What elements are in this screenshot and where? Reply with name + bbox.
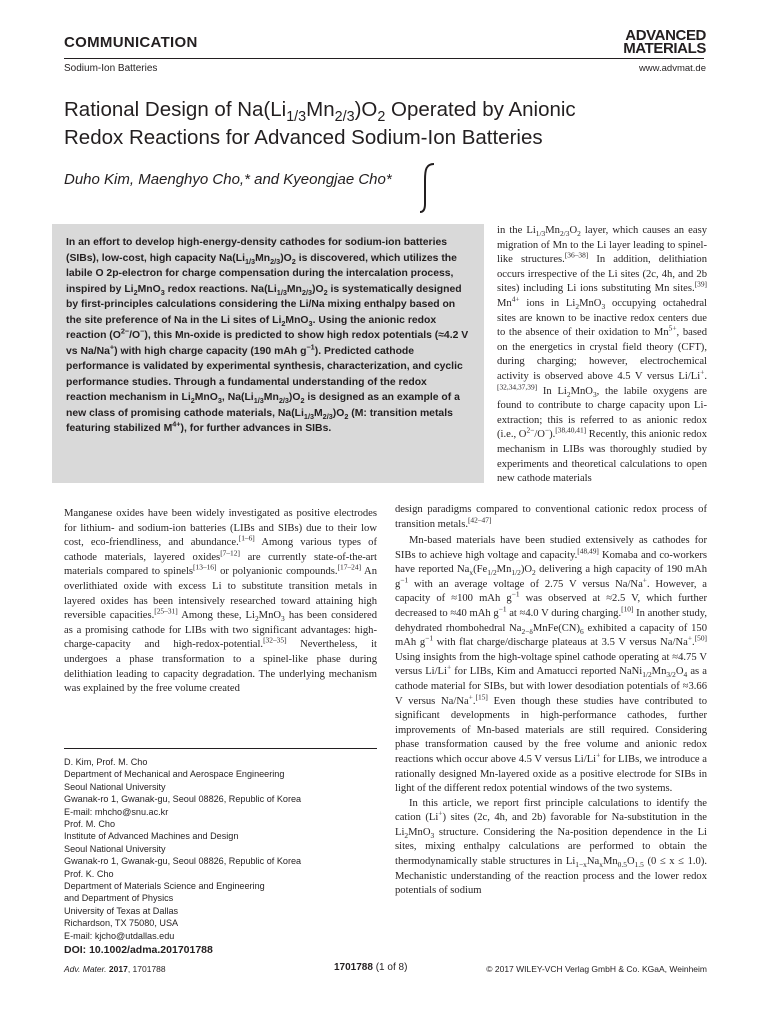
affiliation-line: D. Kim, Prof. M. Cho: [64, 757, 148, 767]
affiliation-line: Seoul National University: [64, 843, 166, 854]
affiliation-line: Gwanak-ro 1, Gwanak-gu, Seoul 08826, Republic of Korea: [64, 856, 302, 867]
journal-logo: [604, 29, 706, 55]
affiliation-line: and Department of Physics: [64, 893, 174, 904]
article-title: [64, 96, 724, 152]
affiliation-line: Richardson, TX 75080, USA: [64, 918, 179, 929]
website: www.advmat.de: [638, 63, 706, 74]
authors: Duho Kim, Maenghyo Cho,* and Kyeongjae Cho*: [64, 171, 392, 188]
journal-logo-line2: MATERIALS: [623, 40, 706, 57]
affiliation-line: Prof. K. Cho: [64, 868, 114, 879]
footer-citation: Adv. Mater. 2017, 1701788: [64, 964, 166, 974]
abstract-text: In an effort to develop high-energy-density cathodes for sodium-ion batteries (SIBs), low-cost, high capacity $Na(Li_{1/3}Mn_{2/3})O_2$ is discovered, which utilizes the labile O 2p-electron for charge compensation during the intercalation process, inspired by $Li_2MnO_3$ redox reactions. $Na(Li_{1/3}Mn_{2/3})O_2$ is systematically designed by first-principles calculations considering the Li/Na mixing enthalpy based on the site preference of Na in the Li sites of $Li_2MnO_3$. Using the anionic redox reaction $(O^{2-}/O^-)$, this Mn-oxide is predicted to show high redox potentials (≈4.2 V vs Na/Na+) with high charge capacity (190 mAh $g^{-1}$). Predicted cathode performance is validated by experimental synthesis, characterization, and cyclic performance studies. Through a fundamental understanding of the redox reaction mechanism in $Li_2MnO_3$, $Na(Li_{1/3}Mn_{2/3})O_2$ is designed as an example of a new class of promising cathode materials, $Na(Li_{1/3}M_{2/3})O_2$ (M: transition metals featuring stabilized $M^{4+}$), for further advances in SIBs.: [66, 237, 469, 434]
affiliation-line: Gwanak-ro 1, Gwanak-gu, Seoul 08826, Republic of Korea: [64, 794, 302, 805]
right-column-span: design paradigms compared to conventional cationic redox process of transition metals.[42–47]: [395, 504, 707, 530]
affiliation-line: Department of Materials Science and Engineering: [64, 881, 265, 892]
affiliation-rule: [64, 748, 377, 749]
topic-label: Sodium-Ion Batteries: [64, 63, 158, 74]
abstract-box: [52, 224, 484, 483]
right-column-body: [395, 534, 707, 946]
affiliation-line: E-mail: kjcho@utdallas.edu: [64, 930, 175, 941]
doi[interactable]: DOI: 10.1002/adma.201701788: [64, 944, 213, 956]
paragraph: Mn-based materials have been studied extensively as cathodes for SIBs to achieve high voltage and capacity.[48,49] Komaba and co-workers have reported $Na_x(Fe_{1/2}Mn_{1/2})O_2$ delivering a high capacity of 190 mAh $g^{-1}$ with an average voltage of 2.75 V versus Na/Na+. However, a capacity of ≈100 mAh $g^{-1}$ was observed at ≈2.5 V, which further decreased to ≈40 mAh $g^{-1}$ at ≈4.0 V during charging.[10] In another study, dehydrated rhombohedral $Na_{2-\delta}MnFe(CN)_6$ exhibited a capacity of 150 mAh $g^{-1}$ with flat charge/discharge plateaus at 3.5 V versus Na/Na+.[50] Using insights from the high-voltage spinel cathode operating at ≈4.75 V versus Li/Li+ for LIBs, Kim and Amatucci reported $NaNi_{1/2}Mn_{3/2}O_4$ as a cathode material for SIBs, but with lower desodiation potentials of ≈3.66 V versus Na/Na+.[15] Even though these studies have contributed to significant developments in high-performance cathodes, further improvements of Mn-based materials are still required. Considering phase transformation caused by the free volume and anionic redox reactions which occur above 4.5 V versus Li/Li+ for LIBs, we introduce a rationally designed Mn-layered oxide as a positive electrode for SIBs in light of the different redox potential windows of the two systems.: [395, 535, 707, 795]
affiliation-line: E-mail: mhcho@snu.ac.kr: [64, 806, 169, 817]
affiliation-line: Seoul National University: [64, 781, 166, 792]
paragraph: In this article, we report first principle calculations to identify the cation (Li+) sites (2c, 4h, and 2b) favorable for Na-substitution in the $Li_2MnO_3$ structure. Considering the Na-position dependence in the Li sites, mixing enthalpy calculations are performed to obtain the thermodynamically stable structures in $Li_{1-x}Na_xMn_{0.5}O_{1.5}$ (0 ≤ x ≤ 1.0). Mechanistic understanding of the reaction process and the lower redox potentials of sodium: [395, 797, 707, 897]
footer-copyright: © 2017 WILEY-VCH Verlag GmbH & Co. KGaA, Weinheim: [486, 964, 707, 974]
journal-logo-line1: ADVANCED: [625, 27, 706, 44]
section-label: COMMUNICATION: [64, 34, 198, 51]
crossmark-icon: [418, 160, 440, 214]
affiliation-line: Department of Mechanical and Aerospace Engineering: [64, 769, 285, 780]
header-rule: [64, 58, 704, 59]
footer-page: 1701788 (1 of 8): [334, 962, 408, 973]
affiliation-line: Prof. M. Cho: [64, 819, 116, 830]
right-column-top: in the $Li_{1/3}Mn_{2/3}O_2$ layer, which causes an easy migration of Mn to the Li layer leading to spinel-like structures.[36–38] In addition, delithiation occurs irrespective of the Li sites (2c, 4h, and 2b sites) including Li ions substituting Mn sites.[39] $Mn^{4+}$ ions in $Li_2MnO_3$ occupying octahedral sites are known to be inactive redox centers due to the absence of their oxidation to $Mn^{5+}$, based on the energetics in crystal field theory (CFT), during charging; however, electrochemical activity is observed above 4.5 V versus Li/Li+.[32,34,37,39] In $Li_2MnO_3$, the labile oxygens are found to contribute to charge capacity upon Li-extraction; this is referred to as anionic redox (i.e., $O^{2-}/O^-).[38,40,41]$ Recently, this anionic redox mechanism in LIBs was thoroughly studied by experiments and theoretical calculations to open new cathode materials: [497, 225, 707, 485]
title-line-1: Rational Design of $Na(Li_{1/3}Mn_{2/3})O_2$ Operated by Anionic: [64, 98, 576, 126]
affiliations: [64, 756, 384, 942]
affiliation-line: University of Texas at Dallas: [64, 905, 179, 916]
affiliation-line: Institute of Advanced Machines and Design: [64, 831, 239, 842]
left-column-intro: Manganese oxides have been widely investigated as positive electrodes for lithium- and sodium-ion batteries (LIBs and SIBs) due to their low cost, eco-friendliness, and abundance.[1–6] Among various types of cathode materials, layered oxides[7–12] are currently state-of-the-art materials compared to spinels[13–16] or polyanionic compounds.[17–24] An overlithiated oxide with excess Li to substitute transition metals in layered oxides has been intensively researched toward attaining high reversible capacities.[25–31] Among these, $Li_2MnO_3$ has been considered as a promising cathode for LIBs with two significant advantages: high-charge-capacity and high-redox-potential.[32–35] Nevertheless, it undergoes a phase transformation to a spinel-like phase during delithiation leading to capacity degradation. The underlying mechanism was explained by the free volume created: [64, 508, 377, 695]
title-line-2: Redox Reactions for Advanced Sodium-Ion Batteries: [64, 126, 543, 149]
